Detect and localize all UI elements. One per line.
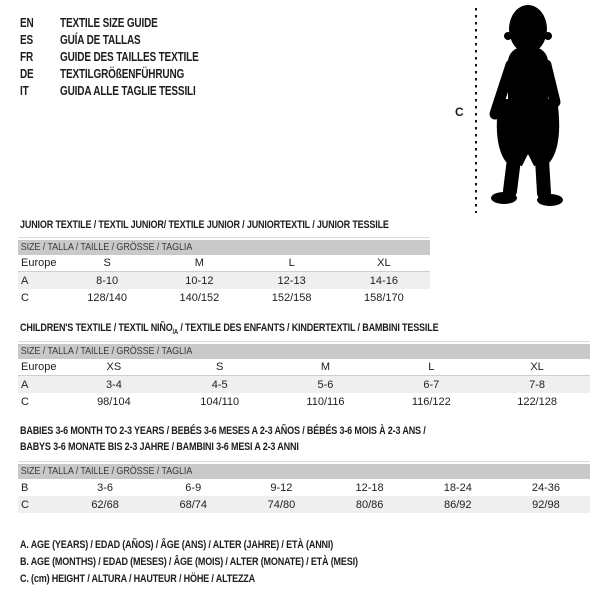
row-label: C	[21, 498, 29, 511]
size-header-label: SIZE / TALLA / TAILLE / GRÖSSE / TAGLIA	[20, 346, 193, 357]
junior-section-title: JUNIOR TEXTILE / TEXTIL JUNIOR/ TEXTILE JUNIOR / JUNIORTEXTIL / JUNIOR TESSILE	[20, 219, 389, 231]
row-label: Europe	[21, 257, 57, 269]
table-row-height	[18, 289, 430, 306]
row-label: C	[21, 291, 29, 304]
babies-size-table	[18, 461, 590, 513]
babies-title-line2: BABYS 3-6 MONATE BIS 2-3 JAHRE / BAMBINI 3-6 MESI A 2-3 ANNI	[20, 441, 299, 453]
size-header-bar	[18, 344, 590, 359]
language-label: TEXTILGRÖßENFÜHRUNG	[60, 66, 185, 81]
size-header-label: SIZE / TALLA / TAILLE / GRÖSSE / TAGLIA	[20, 466, 193, 477]
language-code: DE	[20, 66, 34, 81]
table-cell: 8-10	[96, 274, 119, 287]
table-cell: 92/98	[532, 498, 560, 511]
language-code: EN	[20, 15, 34, 30]
language-code: ES	[20, 32, 34, 47]
footnote-b: B. AGE (MONTHS) / EDAD (MESES) / ÂGE (MOIS) / ALTER (MONATE) / ETÀ (MESI)	[20, 556, 358, 568]
table-row-europe	[18, 359, 590, 376]
height-measure-line	[475, 8, 477, 213]
table-cell: 104/110	[200, 395, 240, 408]
table-top-rule	[18, 237, 430, 238]
table-row-age	[18, 376, 590, 393]
table-cell: 10-12	[185, 274, 214, 287]
table-cell: 3-6	[97, 481, 114, 494]
table-cell: 7-8	[529, 378, 546, 391]
table-cell: 14-16	[369, 274, 398, 287]
table-cell: 62/68	[91, 498, 119, 511]
table-cell: 116/122	[411, 395, 451, 408]
babies-title-line1: BABIES 3-6 MONTH TO 2-3 YEARS / BEBÉS 3-6 MESES A 2-3 AÑOS / BÉBÉS 3-6 MOIS À 2-3 ANS /	[20, 425, 426, 437]
table-cell: 3-4	[105, 378, 122, 391]
title-text: / TEXTILE DES ENFANTS / KINDERTEXTIL / BAMBINI TESSILE	[178, 322, 439, 334]
language-label: GUIDA ALLE TAGLIE TESSILI	[60, 83, 196, 98]
table-cell: 5-6	[317, 378, 334, 391]
table-cell: 4-5	[211, 378, 228, 391]
children-size-table	[18, 341, 590, 410]
language-code: FR	[20, 49, 34, 64]
table-cell: 12-13	[277, 274, 306, 287]
table-cell: 80/86	[355, 498, 384, 511]
language-row	[20, 65, 199, 82]
table-cell: 12-18	[355, 481, 384, 494]
table-cell: 24-36	[531, 481, 561, 494]
row-label: A	[21, 274, 29, 287]
table-cell: 74/80	[267, 498, 296, 511]
baby-silhouette-icon	[482, 3, 578, 209]
children-section-title	[20, 320, 438, 341]
table-top-rule	[18, 461, 590, 462]
table-cell: XL	[377, 257, 391, 269]
language-label: GUIDE DES TAILLES TEXTILE	[60, 49, 199, 64]
table-cell: 9-12	[270, 481, 293, 494]
table-cell: 6-9	[185, 481, 202, 494]
table-cell: S	[103, 257, 111, 269]
title-text: CHILDREN'S TEXTILE / TEXTIL NIÑO	[20, 322, 173, 334]
table-cell: L	[288, 257, 295, 269]
table-cell: 86/92	[444, 498, 472, 511]
row-label: B	[21, 481, 29, 494]
title-subscript: /A	[172, 329, 179, 337]
table-cell: 6-7	[423, 378, 440, 391]
table-row-age-months	[18, 479, 590, 496]
language-row	[20, 48, 199, 65]
language-row	[20, 82, 199, 99]
table-cell: 68/74	[179, 498, 208, 511]
footnote-c: C. (cm) HEIGHT / ALTURA / HAUTEUR / HÖHE / ALTEZZA	[20, 573, 256, 585]
table-cell: M	[320, 361, 331, 373]
table-cell: 140/152	[179, 291, 220, 304]
language-row	[20, 31, 199, 48]
table-cell: 122/128	[517, 395, 557, 408]
size-header-bar	[18, 240, 430, 255]
babies-section-title	[20, 423, 426, 455]
row-label: A	[21, 378, 29, 391]
language-row	[20, 14, 199, 31]
size-header-label: SIZE / TALLA / TAILLE / GRÖSSE / TAGLIA	[20, 242, 193, 253]
table-row-height	[18, 496, 590, 513]
table-cell: 98/104	[97, 395, 131, 408]
height-measure-label: C	[455, 105, 464, 119]
table-cell: XS	[106, 361, 122, 373]
table-row-height	[18, 393, 590, 410]
table-cell: S	[216, 361, 224, 373]
table-cell: 158/170	[363, 291, 404, 304]
row-label: C	[21, 395, 29, 408]
table-top-rule	[18, 341, 590, 342]
size-header-bar	[18, 464, 590, 479]
language-label: GUÍA DE TALLAS	[60, 32, 141, 47]
table-row-age	[18, 272, 430, 289]
table-cell: 110/116	[306, 395, 345, 408]
table-cell: L	[428, 361, 435, 373]
table-cell: 18-24	[443, 481, 472, 494]
footnote-a: A. AGE (YEARS) / EDAD (AÑOS) / ÂGE (ANS) / ALTER (JAHRE) / ETÀ (ANNI)	[20, 539, 334, 551]
table-cell: M	[194, 257, 204, 269]
footnote-legend	[20, 537, 432, 588]
junior-size-table	[18, 237, 430, 306]
language-code: IT	[20, 83, 29, 98]
table-cell: 152/158	[271, 291, 312, 304]
table-cell: 128/140	[87, 291, 127, 304]
table-row-europe	[18, 255, 430, 272]
language-header	[20, 14, 243, 99]
row-label: Europe	[21, 361, 57, 373]
table-cell: XL	[530, 361, 544, 373]
language-label: TEXTILE SIZE GUIDE	[60, 15, 158, 30]
